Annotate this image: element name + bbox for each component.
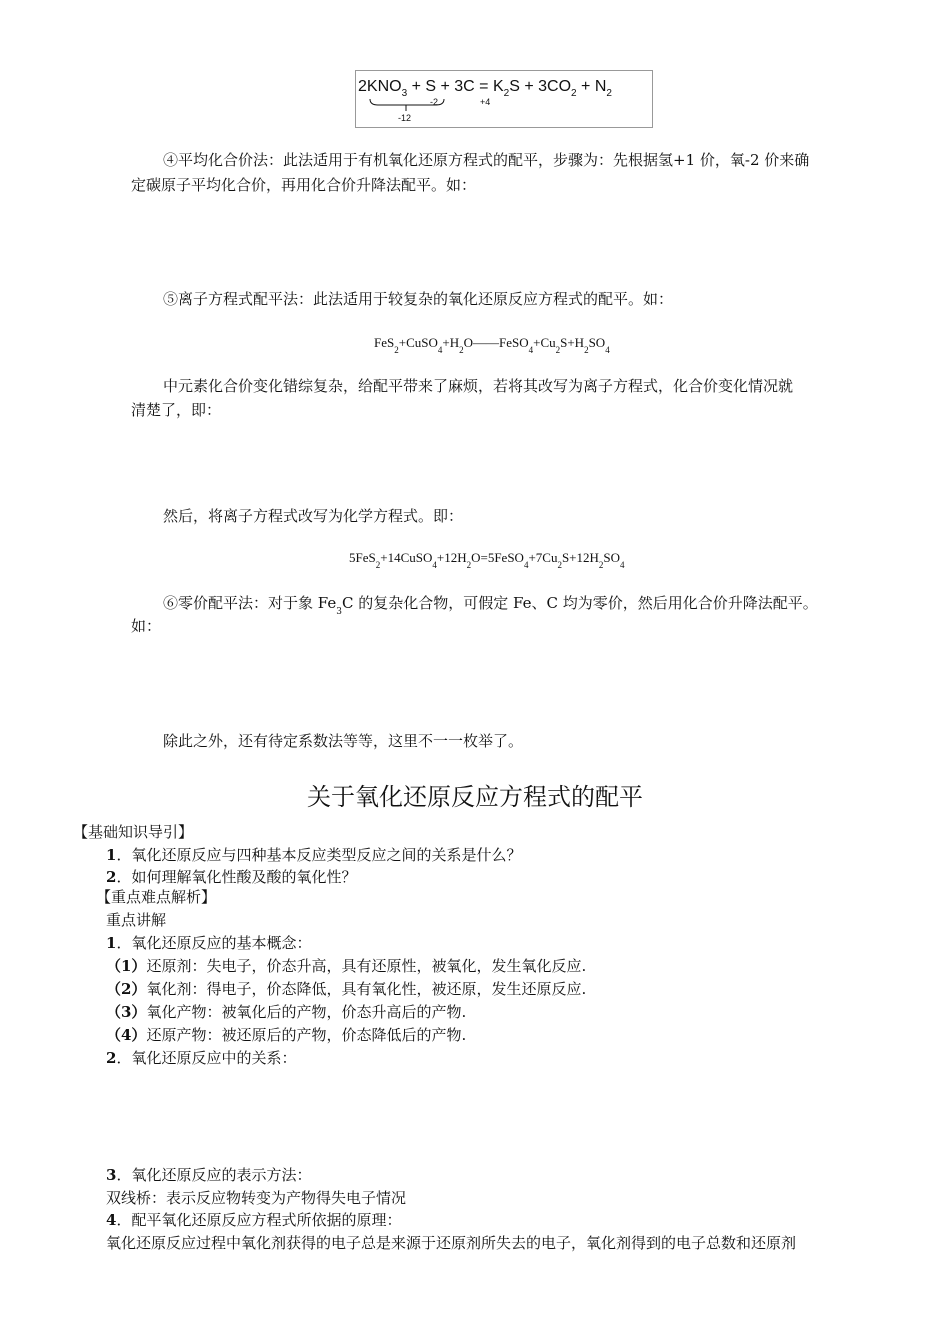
method5-para-line1: 中元素化合价变化错综复杂，给配平带来了麻烦，若将其改写为离子方程式，化合价变化情况就 <box>163 377 794 395</box>
method4-line2: 定碳原子平均化合价，再用化合价升降法配平。如： <box>131 176 477 194</box>
represent-heading: 3．氧化还原反应的表示方法： <box>106 1166 312 1184</box>
key-subheading: 重点讲解 <box>106 911 167 929</box>
principle-text: 氧化还原反应过程中氧化剂获得的电子总是来源于还原剂所失去的电子，氧化剂得到的电子总数和还原剂 <box>106 1234 797 1252</box>
method6-line1: ⑥零价配平法：对于象 $Fe_3C$ 的复杂化合物，可假定 Fe、C 均为零价，然后用化合价升降法配平。 <box>163 594 818 617</box>
method6-line2: 如： <box>131 617 162 635</box>
basics-item-1: 1．氧化还原反应与四种基本反应类型反应之间的关系是什么？ <box>106 846 522 864</box>
concept-heading: 1．氧化还原反应的基本概念： <box>106 934 312 952</box>
section-title: 关于氧化还原反应方程式的配平 <box>307 783 643 811</box>
relation-heading: 2．氧化还原反应中的关系： <box>106 1049 297 1067</box>
concept-item-4: （4）还原产物：被还原后的产物，价态降低后的产物. <box>106 1026 467 1044</box>
double-line-text: 双线桥：表示反应物转变为产物得失电子情况 <box>106 1189 407 1207</box>
carbon-valence-label: +4 <box>480 97 491 107</box>
closing-text: 除此之外，还有待定系数法等等，这里不一一枚举了。 <box>163 732 524 750</box>
method5-line1: ⑤离子方程式配平法：此法适用于较复杂的氧化还原反应方程式的配平。如： <box>163 290 674 308</box>
basics-item-2: 2．如何理解氧化性酸及酸的氧化性？ <box>106 868 357 886</box>
basics-header: 【基础知识导引】 <box>73 823 194 841</box>
equation-image <box>355 70 653 128</box>
sulfur-valence-label: -2 <box>430 97 439 107</box>
nitrogen-sulfur-label: -12 <box>398 113 412 123</box>
method4-line1: ④平均化合价法：此法适用于有机氧化还原方程式的配平，步骤为：先根据氢+1 价，氧-2 价来确 <box>163 151 810 169</box>
concept-item-2: （2）氧化剂：得电子，价态降低，具有氧化性，被还原，发生还原反应. <box>106 980 587 998</box>
equation-text: $2KNO_3 + S + 3C = K_2S + 3CO_2 + N_2$ <box>358 78 612 99</box>
electron-transfer-diagram <box>356 71 652 127</box>
equation-2: $5FeS_2+14CuSO_4+12H_2O=5FeSO_4+7Cu_2S+12H_2SO_4$ <box>349 550 625 570</box>
concept-item-1: （1）还原剂：失电子，价态升高，具有还原性，被氧化，发生氧化反应. <box>106 957 587 975</box>
method5-then: 然后，将离子方程式改写为化学方程式。即： <box>163 507 464 525</box>
principle-heading: 4．配平氧化还原反应方程式所依据的原理： <box>106 1211 402 1229</box>
key-header: 【重点难点解析】 <box>96 888 217 906</box>
equation-1: $FeS_2+CuSO_4+H_2O——FeSO_4+Cu_2S+H_2SO_4$ <box>374 335 610 355</box>
concept-item-3: （3）氧化产物：被氧化后的产物，价态升高后的产物. <box>106 1003 467 1021</box>
method5-para-line2: 清楚了，即： <box>131 401 222 419</box>
